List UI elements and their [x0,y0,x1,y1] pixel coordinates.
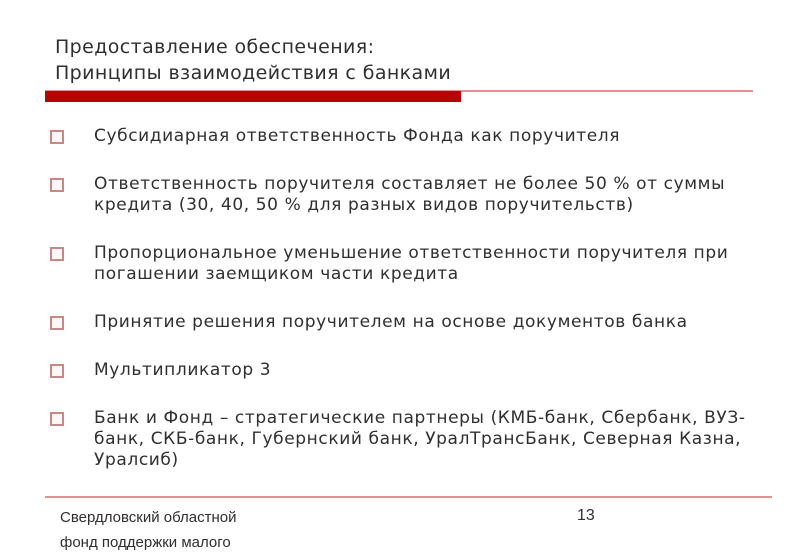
footer-organization [60,505,237,554]
bullet-text: Ответственность поручителя составляет не более 50 % от суммы кредита (30, 40, 50 % для разных видов поручительств) [94,174,726,215]
bullet-item [50,312,784,333]
bullet-text: Принятие решения поручителем на основе документов банка [94,312,688,332]
footer-org-line-1: Свердловский областной [60,509,237,526]
bullet-square-icon [50,364,64,378]
title-line-1: Предоставление обеспечения: [55,36,375,58]
footer-divider [45,496,772,498]
page-title [55,34,451,86]
bullet-text: Субсидиарная ответственность Фонда как поручителя [94,126,621,146]
bullet-item [50,360,784,381]
bullet-square-icon [50,130,64,144]
bullet-list [50,126,784,498]
bullet-text: Пропорциональное уменьшение ответственности поручителя при погашении заемщиком части кредита [94,243,729,284]
bullet-item [50,408,784,471]
title-accent-bar [45,91,461,102]
bullet-square-icon [50,247,64,261]
bullet-text: Мультипликатор 3 [94,360,272,380]
bullet-item [50,174,784,216]
bullet-square-icon [50,412,64,426]
page-number: 13 [577,507,595,524]
bullet-square-icon [50,316,64,330]
title-line-2: Принципы взаимодействия с банками [55,62,452,84]
bullet-text: Банк и Фонд – стратегические партнеры (КМБ-банк, Сбербанк, ВУЗ-банк, СКБ-банк, Губернский банк, УралТрансБанк, Северная Казна, Уралсиб) [94,408,746,470]
bullet-item [50,243,784,285]
bullet-square-icon [50,178,64,192]
footer-org-line-2: фонд поддержки малого [60,534,231,551]
bullet-item [50,126,784,147]
